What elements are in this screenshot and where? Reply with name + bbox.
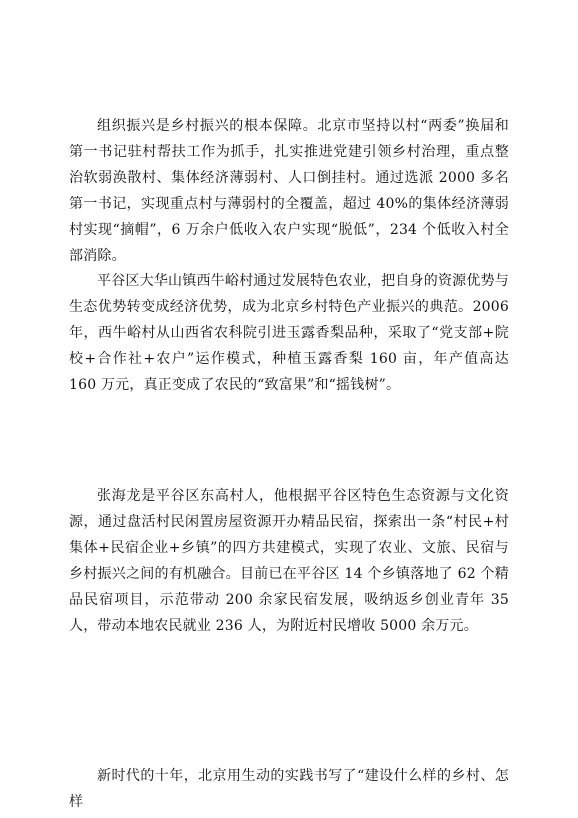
paragraph-zhang-hailong: 张海龙是平谷区东高村人，他根据平谷区特色生态资源与文化资源，通过盘活村民闲置房屋资源开办精品民宿，探索出一条“村民+村集体+民宿企业+乡镇”的四方共建模式，实现了农业、文旅、民宿与乡村振兴之间的有机融合。目前已在平谷区 14 个乡镇落地了 62 个精品民宿项目，示范带动 200 余家民宿发展，吸纳返乡创业青年 35 人，带动本地农民就业 236 人，为附近村民增收 5000 余万元。 (69, 488, 509, 634)
paragraph-organizational-revitalization: 组织振兴是乡村振兴的根本保障。北京市坚持以村“两委”换届和第一书记驻村帮扶工作为抓手，扎实推进党建引领乡村治理，重点整治软弱涣散村、集体经济薄弱村、人口倒挂村。通过选派 2000 多名第一书记，实现重点村与薄弱村的全覆盖，超过 40%的集体经济薄弱村实现“摘帽”，6 万余户低收入农户实现“脱低”，234 个低收入村全部消除。 (69, 118, 509, 264)
paragraph-xiniuyu-village: 平谷区大华山镇西牛峪村通过发展特色农业，把自身的资源优势与生态优势转变成经济优势，成为北京乡村特色产业振兴的典范。2006 年，西牛峪村从山西省农科院引进玉露香梨品种，采取了“党支部+院校+合作社+农户”运作模式，种植玉露香梨 160 亩，年产值高达 160 万元，真正变成了农民的“致富果”和“摇钱树”。 (69, 273, 509, 393)
paragraph-new-era: 新时代的十年，北京用生动的实践书写了“建设什么样的乡村、怎样 (69, 768, 509, 810)
